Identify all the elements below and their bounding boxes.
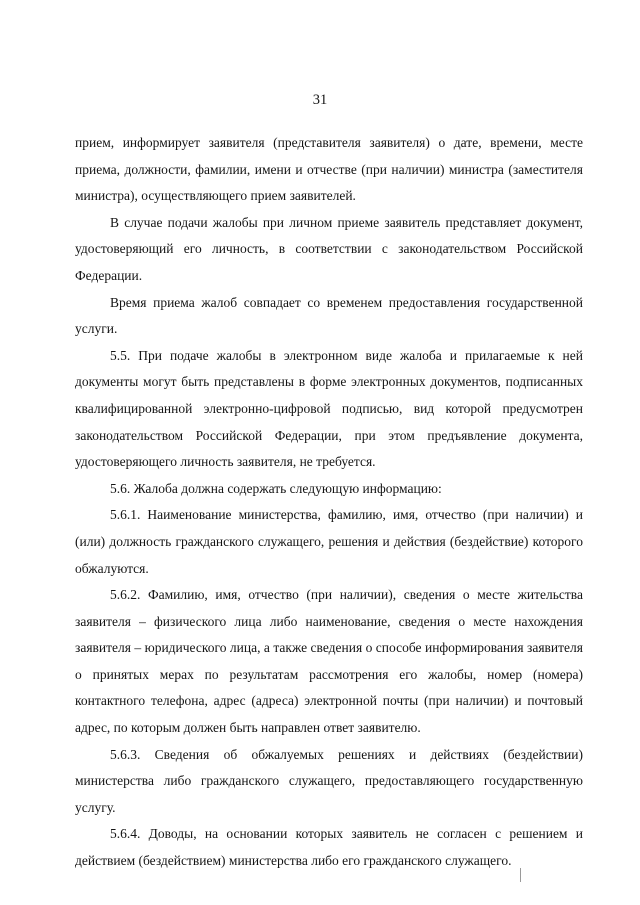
paragraph-5-6-4: 5.6.4. Доводы, на основании которых заявитель не согласен с решением и действием (бездействием) министерства либо его гражданского служащего. [75,826,583,869]
paragraph-5-6-2: 5.6.2. Фамилию, имя, отчество (при наличии), сведения о месте жительства заявителя – физического лица либо наименование, сведения о месте нахождения заявителя – юридического лица, а также сведения о способе информирования заявителя о принятых мерах по результатам рассмотрения его жалобы, номер (номера) контактного телефона, адрес (адреса) электронной почты (при наличии) и почтовый адрес, по которым должен быть направлен ответ заявителю. [75,587,583,736]
paragraph-5-5: 5.5. При подаче жалобы в электронном виде жалоба и прилагаемые к ней документы могут быть представлены в форме электронных документов, подписанных квалифицированной электронно-цифровой подписью, вид которой предусмотрен законодательством Российской Федерации, при этом предъявление документа, удостоверяющего личность заявителя, не требуется. [75,347,583,470]
page-number: 31 [312,92,328,108]
document-body [75,130,583,875]
paragraph-5-6-1: 5.6.1. Наименование министерства, фамилию, имя, отчество (при наличии) и (или) должность гражданского служащего, решения и действия (бездействие) которого обжалуются. [75,507,583,576]
paragraph-5-6-3: 5.6.3. Сведения об обжалуемых решениях и действиях (бездействии) министерства либо гражданского служащего, предоставляющего государственную услугу. [75,746,583,815]
paragraph-reception-info: прием, информирует заявителя (представителя заявителя) о дате, времени, месте приема, должности, фамилии, имени и отчестве (при наличии) министра (заместителя министра), осуществляющего прием заявителей. [75,135,583,204]
paragraph-personal-reception: В случае подачи жалобы при личном приеме заявитель представляет документ, удостоверяющий его личность, в соответствии с законодательством Российской Федерации. [75,214,583,283]
paragraph-reception-time: Время приема жалоб совпадает со временем предоставления государственной услуги. [75,294,583,337]
scan-artifact-mark [520,868,521,882]
paragraph-5-6: 5.6. Жалоба должна содержать следующую информацию: [110,480,442,496]
